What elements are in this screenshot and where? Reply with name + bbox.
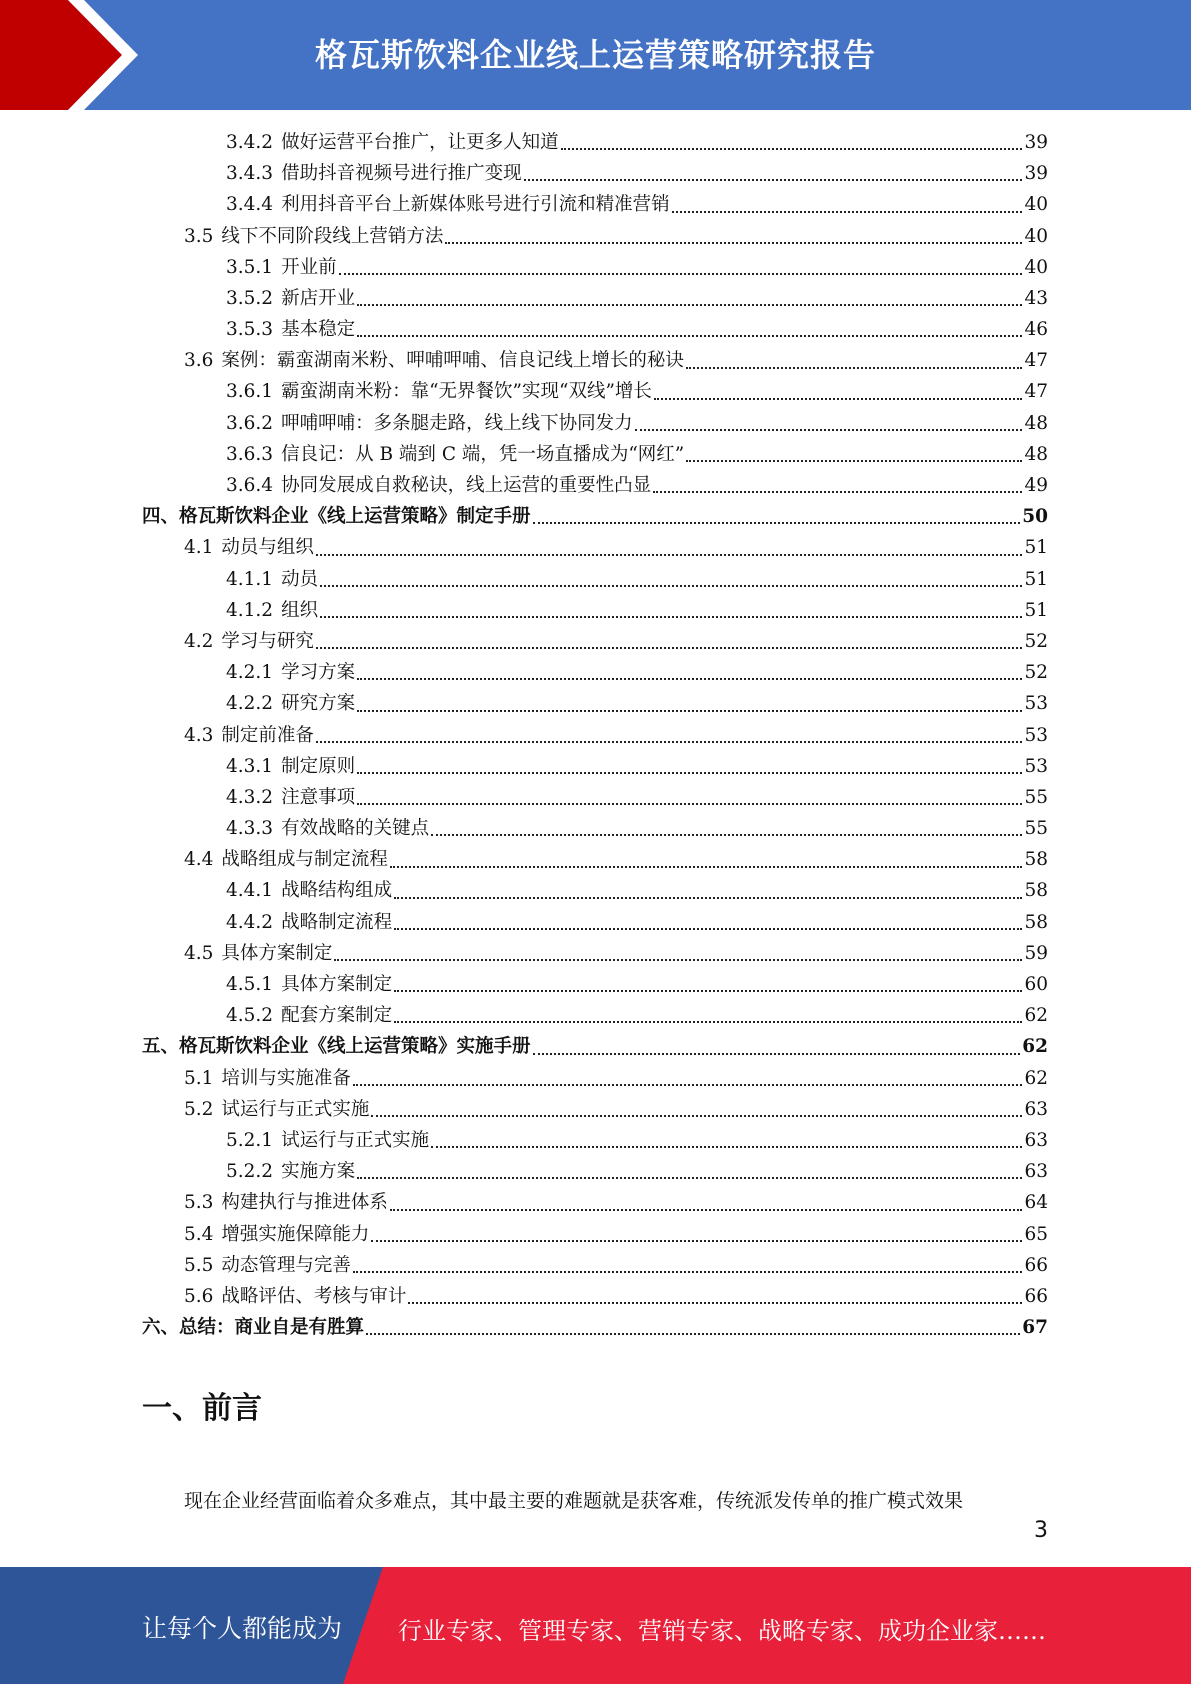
toc-entry-title: 具体方案制定 — [281, 974, 393, 996]
page-footer — [0, 1567, 1191, 1684]
toc-dot-leader — [533, 522, 1021, 524]
toc-dot-leader — [357, 1177, 1022, 1179]
toc-entry-title: 动员 — [281, 568, 319, 590]
toc-entry-page: 40 — [1024, 225, 1048, 247]
toc-entry-page: 60 — [1024, 974, 1048, 996]
toc-entry-number: 4.3.3 — [226, 818, 274, 840]
toc-entry[interactable] — [142, 221, 1048, 252]
toc-entry-number: 4.1.1 — [226, 568, 274, 590]
toc-entry-number: 3.5.2 — [226, 287, 274, 309]
toc-entry[interactable] — [142, 252, 1048, 283]
toc-dot-leader — [533, 1053, 1021, 1055]
toc-entry-number: 4.4 — [184, 849, 214, 871]
header-title: 格瓦斯饮料企业线上运营策略研究报告 — [314, 36, 876, 74]
toc-entry[interactable] — [142, 969, 1048, 1000]
page-number: 3 — [1034, 1518, 1048, 1543]
toc-entry-title: 组织 — [281, 599, 319, 621]
toc-entry-page: 63 — [1024, 1129, 1048, 1151]
toc-entry[interactable] — [142, 439, 1048, 470]
toc-dot-leader — [390, 1209, 1023, 1211]
toc-entry-title: 试运行与正式实施 — [281, 1129, 430, 1151]
toc-entry-page: 63 — [1024, 1098, 1048, 1120]
toc-dot-leader — [653, 491, 1022, 493]
toc-dot-leader — [672, 211, 1023, 213]
toc-entry-page: 66 — [1024, 1285, 1048, 1307]
toc-entry-page: 55 — [1024, 818, 1048, 840]
toc-entry-title: 做好运营平台推广，让更多人知道 — [281, 131, 559, 153]
footer-roles: 行业专家、管理专家、营销专家、战略专家、成功企业家…… — [398, 1617, 1046, 1645]
toc-dot-leader — [654, 398, 1023, 400]
toc-entry-title: 借助抖音视频号进行推广变现 — [281, 163, 522, 185]
toc-entry-number: 4.4.2 — [226, 911, 274, 933]
toc-entry[interactable] — [142, 408, 1048, 439]
toc-entry-page: 47 — [1024, 381, 1048, 403]
toc-entry-number: 3.5 — [184, 225, 214, 247]
toc-entry-number: 3.6.3 — [226, 443, 274, 465]
toc-dot-leader — [339, 273, 1023, 275]
body-paragraph: 现在企业经营面临着众多难点，其中最主要的难题就是获客难，传统派发传单的推广模式效果 — [184, 1490, 964, 1512]
toc-entry-title: 新店开业 — [281, 287, 356, 309]
toc-entry-page: 62 — [1024, 1067, 1048, 1089]
toc-entry[interactable] — [142, 345, 1048, 376]
toc-entry-title: 协同发展成自救秘诀，线上运营的重要性凸显 — [281, 475, 652, 497]
toc-entry-number: 4.1 — [184, 537, 214, 559]
toc-entry-page: 47 — [1024, 350, 1048, 372]
toc-entry[interactable] — [142, 1063, 1048, 1094]
toc-entry-page: 62 — [1024, 1005, 1048, 1027]
toc-entry-title: 线下不同阶段线上营销方法 — [221, 225, 444, 247]
toc-entry-title: 战略结构组成 — [281, 880, 393, 902]
toc-entry-number: 3.4.4 — [226, 194, 274, 216]
toc-entry-title: 信良记：从 B 端到 C 端，凭一场直播成为“网红” — [281, 443, 685, 465]
toc-entry-page: 48 — [1024, 412, 1048, 434]
table-of-contents — [142, 127, 1048, 1343]
toc-entry-number: 5.4 — [184, 1223, 214, 1245]
toc-entry[interactable] — [142, 1094, 1048, 1125]
toc-entry-number: 5.5 — [184, 1254, 214, 1276]
toc-entry-page: 39 — [1024, 163, 1048, 185]
toc-entry[interactable] — [142, 1000, 1048, 1031]
toc-entry-number: 3.5.1 — [226, 256, 274, 278]
toc-entry-title: 培训与实施准备 — [221, 1067, 351, 1089]
toc-entry[interactable] — [142, 938, 1048, 969]
toc-entry[interactable] — [142, 314, 1048, 345]
toc-entry-title: 学习与研究 — [221, 630, 314, 652]
toc-entry-number: 5.2.2 — [226, 1161, 274, 1183]
toc-dot-leader — [394, 928, 1022, 930]
toc-dot-leader — [316, 554, 1023, 556]
toc-dot-leader — [394, 1021, 1022, 1023]
toc-entry-number: 4.5 — [184, 942, 214, 964]
toc-entry-page: 62 — [1022, 1036, 1048, 1058]
toc-entry-number: 3.4.2 — [226, 131, 274, 153]
toc-dot-leader — [366, 1333, 1020, 1335]
toc-entry-title: 制定前准备 — [221, 724, 314, 746]
toc-dot-leader — [320, 616, 1022, 618]
toc-entry-page: 50 — [1022, 506, 1048, 528]
toc-entry-title: 制定原则 — [281, 755, 356, 777]
toc-dot-leader — [357, 304, 1022, 306]
toc-entry-title: 研究方案 — [281, 693, 356, 715]
toc-entry[interactable] — [142, 501, 1048, 532]
toc-entry-number: 4.3.1 — [226, 755, 274, 777]
toc-entry[interactable] — [142, 158, 1048, 189]
toc-entry-page: 53 — [1024, 724, 1048, 746]
toc-dot-leader — [357, 678, 1022, 680]
toc-entry[interactable] — [142, 1187, 1048, 1218]
page-header — [0, 0, 1191, 110]
toc-entry-page: 65 — [1024, 1223, 1048, 1245]
toc-entry-title: 呷哺呷哺：多条腿走路，线上线下协同发力 — [281, 412, 633, 434]
toc-entry-title: 六、总结：商业自是有胜算 — [142, 1317, 365, 1339]
toc-entry-title: 动态管理与完善 — [221, 1254, 351, 1276]
toc-entry-page: 51 — [1024, 568, 1048, 590]
toc-entry-number: 3.4.3 — [226, 163, 274, 185]
toc-entry[interactable] — [142, 1312, 1048, 1343]
toc-entry-title: 配套方案制定 — [281, 1005, 393, 1027]
toc-dot-leader — [334, 959, 1022, 961]
toc-dot-leader — [394, 990, 1022, 992]
toc-entry-title: 具体方案制定 — [221, 942, 333, 964]
toc-dot-leader — [320, 585, 1022, 587]
toc-entry-title: 试运行与正式实施 — [221, 1098, 370, 1120]
toc-dot-leader — [357, 710, 1022, 712]
toc-entry-page: 48 — [1024, 443, 1048, 465]
toc-dot-leader — [357, 335, 1022, 337]
toc-entry-title: 五、格瓦斯饮料企业《线上运营策略》实施手册 — [142, 1036, 531, 1058]
toc-entry-number: 5.2 — [184, 1098, 214, 1120]
toc-dot-leader — [394, 897, 1022, 899]
toc-entry-title: 注意事项 — [281, 786, 356, 808]
toc-entry-page: 40 — [1024, 256, 1048, 278]
toc-entry-page: 58 — [1024, 849, 1048, 871]
toc-entry-title: 战略组成与制定流程 — [221, 849, 388, 871]
toc-entry[interactable] — [142, 626, 1048, 657]
toc-entry[interactable] — [142, 844, 1048, 875]
toc-entry[interactable] — [142, 189, 1048, 220]
toc-entry-title: 动员与组织 — [221, 537, 314, 559]
footer-slogan: 让每个人都能成为 — [142, 1614, 343, 1643]
toc-entry-title: 学习方案 — [281, 662, 356, 684]
toc-entry-page: 59 — [1024, 942, 1048, 964]
toc-entry-number: 5.3 — [184, 1192, 214, 1214]
toc-dot-leader — [686, 367, 1023, 369]
toc-dot-leader — [390, 866, 1023, 868]
toc-entry-title: 开业前 — [281, 256, 337, 278]
toc-dot-leader — [408, 1302, 1022, 1304]
toc-dot-leader — [357, 803, 1022, 805]
toc-entry-page: 58 — [1024, 911, 1048, 933]
toc-dot-leader — [445, 242, 1022, 244]
toc-entry[interactable] — [142, 283, 1048, 314]
toc-entry[interactable] — [142, 1219, 1048, 1250]
toc-entry[interactable] — [142, 564, 1048, 595]
toc-entry-title: 基本稳定 — [281, 319, 356, 341]
toc-entry-page: 40 — [1024, 194, 1048, 216]
toc-dot-leader — [561, 148, 1023, 150]
toc-entry[interactable] — [142, 127, 1048, 158]
toc-entry-title: 实施方案 — [281, 1161, 356, 1183]
toc-dot-leader — [431, 834, 1022, 836]
toc-entry-number: 4.2 — [184, 630, 214, 652]
toc-entry-title: 霸蛮湖南米粉：靠“无界餐饮”实现“双线”增长 — [281, 381, 652, 403]
toc-entry-page: 66 — [1024, 1254, 1048, 1276]
toc-dot-leader — [353, 1271, 1023, 1273]
toc-entry-page: 64 — [1024, 1192, 1048, 1214]
toc-entry[interactable] — [142, 751, 1048, 782]
toc-entry[interactable] — [142, 876, 1048, 907]
toc-entry[interactable] — [142, 907, 1048, 938]
toc-entry-number: 3.6.2 — [226, 412, 274, 434]
toc-entry[interactable] — [142, 1281, 1048, 1312]
toc-entry-number: 4.5.1 — [226, 974, 274, 996]
toc-dot-leader — [371, 1115, 1022, 1117]
toc-entry[interactable] — [142, 1031, 1048, 1062]
toc-entry-page: 53 — [1024, 755, 1048, 777]
toc-entry[interactable] — [142, 377, 1048, 408]
toc-dot-leader — [686, 460, 1022, 462]
toc-entry-number: 3.5.3 — [226, 319, 274, 341]
section-heading: 一、前言 — [142, 1391, 262, 1426]
toc-entry-page: 51 — [1024, 599, 1048, 621]
toc-entry-page: 53 — [1024, 693, 1048, 715]
toc-dot-leader — [635, 429, 1023, 431]
toc-dot-leader — [316, 741, 1023, 743]
toc-entry-page: 67 — [1022, 1317, 1048, 1339]
toc-entry-title: 案例：霸蛮湖南米粉、呷哺呷哺、信良记线上增长的秘诀 — [221, 350, 684, 372]
toc-entry[interactable] — [142, 1125, 1048, 1156]
toc-entry-number: 5.6 — [184, 1285, 214, 1307]
toc-entry-number: 5.2.1 — [226, 1129, 274, 1151]
toc-entry-number: 4.3.2 — [226, 786, 274, 808]
header-chevron-decoration — [0, 0, 150, 110]
toc-entry-number: 4.4.1 — [226, 880, 274, 902]
toc-entry-page: 55 — [1024, 786, 1048, 808]
toc-entry-title: 战略制定流程 — [281, 911, 393, 933]
toc-entry[interactable] — [142, 782, 1048, 813]
toc-entry-number: 4.2.1 — [226, 662, 274, 684]
toc-entry-title: 四、格瓦斯饮料企业《线上运营策略》制定手册 — [142, 506, 531, 528]
toc-entry-number: 4.5.2 — [226, 1005, 274, 1027]
toc-entry[interactable] — [142, 1250, 1048, 1281]
toc-entry-number: 3.6 — [184, 350, 214, 372]
toc-dot-leader — [371, 1240, 1022, 1242]
toc-entry-number: 3.6.1 — [226, 381, 274, 403]
toc-entry[interactable] — [142, 657, 1048, 688]
toc-entry-page: 63 — [1024, 1161, 1048, 1183]
toc-entry-page: 52 — [1024, 662, 1048, 684]
toc-dot-leader — [357, 772, 1022, 774]
toc-entry-number: 4.1.2 — [226, 599, 274, 621]
toc-entry[interactable] — [142, 1156, 1048, 1187]
toc-entry-page: 49 — [1024, 475, 1048, 497]
toc-dot-leader — [431, 1146, 1022, 1148]
toc-entry-number: 4.2.2 — [226, 693, 274, 715]
toc-entry-title: 增强实施保障能力 — [221, 1223, 370, 1245]
toc-entry-page: 39 — [1024, 131, 1048, 153]
toc-dot-leader — [316, 647, 1023, 649]
toc-entry-page: 43 — [1024, 287, 1048, 309]
toc-entry-page: 52 — [1024, 630, 1048, 652]
toc-entry[interactable] — [142, 688, 1048, 719]
toc-entry-title: 战略评估、考核与审计 — [221, 1285, 407, 1307]
toc-entry-title: 构建执行与推进体系 — [221, 1192, 388, 1214]
toc-dot-leader — [524, 179, 1023, 181]
toc-entry[interactable] — [142, 532, 1048, 563]
toc-entry[interactable] — [142, 470, 1048, 501]
toc-entry[interactable] — [142, 813, 1048, 844]
toc-entry-page: 51 — [1024, 537, 1048, 559]
toc-dot-leader — [353, 1084, 1023, 1086]
toc-entry-number: 4.3 — [184, 724, 214, 746]
toc-entry[interactable] — [142, 720, 1048, 751]
toc-entry[interactable] — [142, 595, 1048, 626]
toc-entry-title: 利用抖音平台上新媒体账号进行引流和精准营销 — [281, 194, 670, 216]
toc-entry-number: 5.1 — [184, 1067, 214, 1089]
toc-entry-number: 3.6.4 — [226, 475, 274, 497]
toc-entry-page: 58 — [1024, 880, 1048, 902]
toc-entry-title: 有效战略的关键点 — [281, 818, 430, 840]
toc-entry-page: 46 — [1024, 319, 1048, 341]
